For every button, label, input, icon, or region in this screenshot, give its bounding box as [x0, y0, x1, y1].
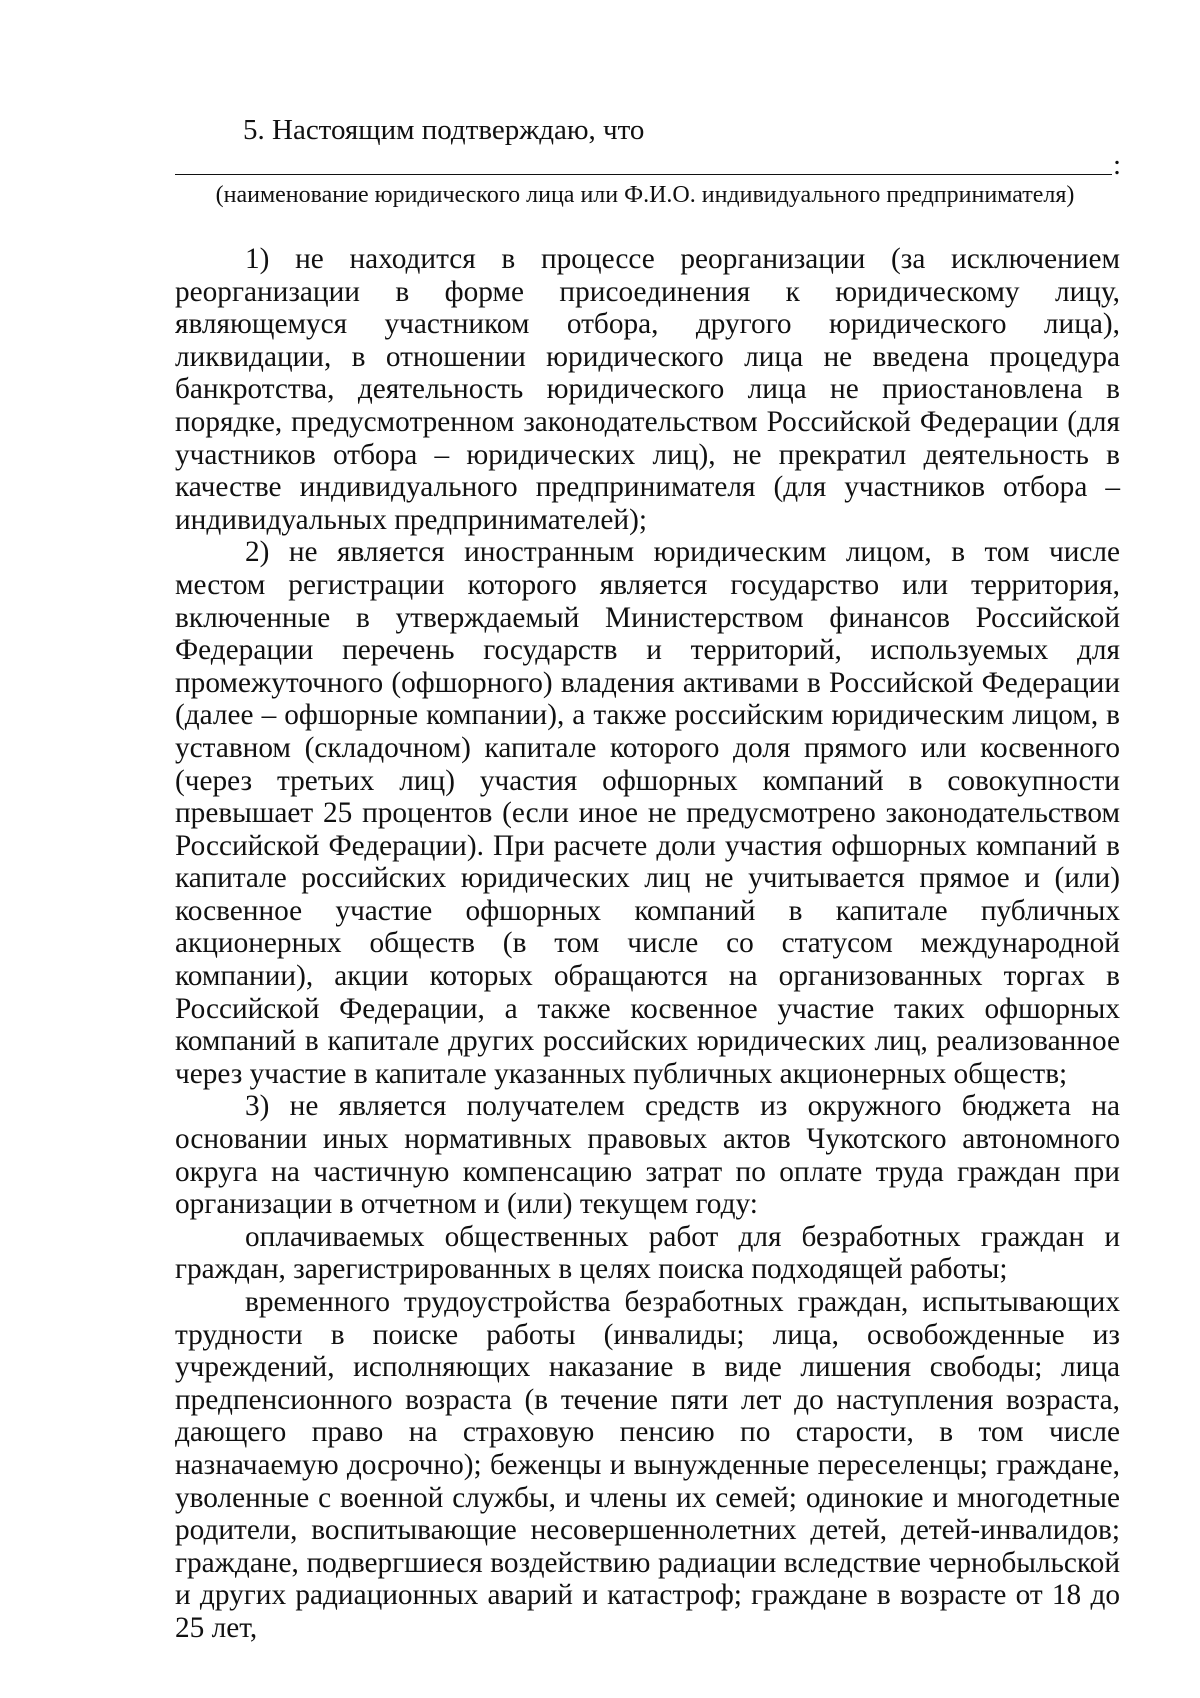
paragraph-item-1: 1) не находится в процессе реорганизации (за исключением реорганизации в форме присоединения к юридическому лицу, являющемуся участником отбора, другого юридического лица), ликвидации, в отношении юридического лица не введена процедура банкротства, деятельность юридического лица не приостановлена в порядке, предусмотренном законодательством Российской Федерации (для участников отбора – юридических лиц), не прекратил деятельность в качестве индивидуального предпринимателя (для участников отбора – индивидуальных предпринимателей); [175, 243, 1120, 536]
fill-line-colon: : [1113, 149, 1122, 181]
paragraph-temporary-employment: временного трудоустройства безработных граждан, испытывающих трудности в поиске работы (инвалиды; лица, освобожденные из учреждений, исполняющих наказание в виде лишения свободы; лица предпенсионного возраста (в течение пяти лет до наступления возраста, дающего право на страховую пенсию по старости, в том числе назначаемую досрочно); беженцы и вынужденные переселенцы; граждане, уволенные с военной службы, и члены их семей; одинокие и многодетные родители, воспитывающие несовершеннолетних детей, детей-инвалидов; граждане, подвергшиеся воздействию радиации вследствие чернобыльской и других радиационных аварий и катастроф; граждане в возрасте от 18 до 25 лет, [175, 1286, 1120, 1644]
paragraph-item-3: 3) не является получателем средств из окружного бюджета на основании иных нормативных правовых актов Чукотского автономного округа на частичную компенсацию затрат по оплате труда граждан при организации в отчетном и (или) текущем году: [175, 1090, 1120, 1221]
fill-line-caption: (наименование юридического лица или Ф.И.О. индивидуального предпринимателя) [215, 182, 1075, 208]
paragraph-public-works: оплачиваемых общественных работ для безработных граждан и граждан, зарегистрированных в целях поиска подходящей работы; [175, 1220, 1120, 1286]
document-body [175, 243, 1120, 1645]
name-fill-line [175, 174, 1112, 175]
paragraph-item-2: 2) не является иностранным юридическим лицом, в том числе местом регистрации которого является государство или территория, включенные в утверждаемый Министерством финансов Российской Федерации перечень государств и территорий, используемых для промежуточного (офшорного) владения активами в Российской Федерации (далее – офшорные компании), а также российским юридическим лицом, в уставном (складочном) капитале которого доля прямого или косвенного (через третьих лиц) участия офшорных компаний в совокупности превышает 25 процентов (если иное не предусмотрено законодательством Российской Федерации). При расчете доли участия офшорных компаний в капитале российских юридических лиц не учитывается прямое и (или) косвенное участие офшорных компаний в капитале публичных акционерных обществ (в том числе со статусом международной компании), акции которых обращаются на организованных торгах в Российской Федерации, а также косвенное участие таких офшорных компаний в капитале других российских юридических лиц, реализованное через участие в капитале указанных публичных акционерных обществ; [175, 536, 1120, 1090]
section-heading: 5. Настоящим подтверждаю, что [243, 114, 645, 146]
